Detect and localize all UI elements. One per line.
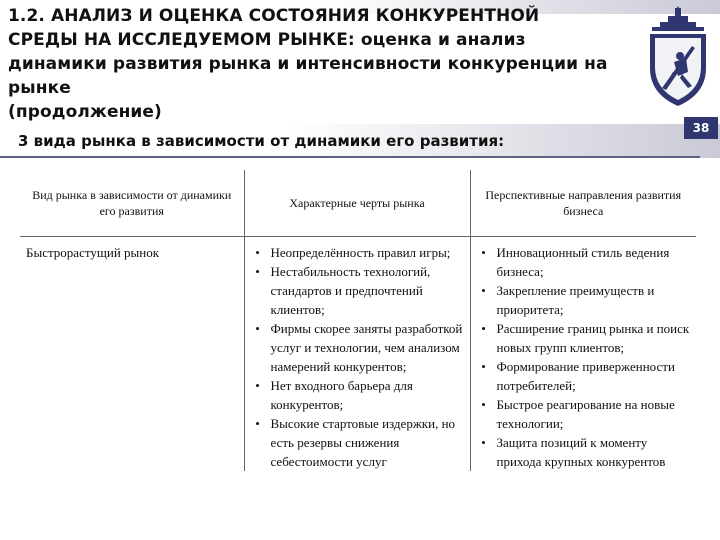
title-line-3: динамики развития рынка и интенсивности конкуренции на	[8, 54, 608, 74]
cell-directions	[470, 237, 696, 472]
subtitle: 3 вида рынка в зависимости от динамики его развития:	[18, 132, 505, 150]
university-emblem-icon	[642, 6, 714, 110]
page-title	[8, 4, 648, 124]
title-line-4: рынке	[8, 78, 71, 98]
list-item: • Закрепление преимуществ и приоритета;	[481, 283, 655, 317]
title-line-5: (продолжение)	[8, 102, 162, 122]
list-item: • Формирование приверженности потребителей;	[481, 359, 675, 393]
list-item: • Защита позиций к моменту прихода крупных конкурентов	[481, 435, 666, 469]
list-item: • Фирмы скорее заняты разработкой услуг и технологии, чем анализом намерений конкурентов;	[255, 321, 463, 374]
cell-market-type: Быстрорастущий рынок	[26, 245, 160, 260]
title-line-1: 1.2. АНАЛИЗ И ОЦЕНКА СОСТОЯНИЯ КОНКУРЕНТНОЙ	[8, 6, 540, 26]
directions-list	[477, 243, 691, 471]
page-number-badge: 38	[684, 117, 718, 139]
header-features: Характерные черты рынка	[244, 170, 470, 237]
title-line-2	[8, 28, 648, 52]
header-market-type: Вид рынка в зависимости от динамики его развития	[20, 170, 244, 237]
list-item: • Неопределённость правил игры;	[255, 245, 451, 260]
list-item: • Нет входного барьера для конкурентов;	[255, 378, 413, 412]
market-types-table	[20, 170, 696, 471]
list-item: • Быстрое реагирование на новые технологии;	[481, 397, 675, 431]
title-line-2-bold: СРЕДЫ НА ИССЛЕДУЕМОМ РЫНКЕ	[8, 30, 348, 50]
table-row	[20, 237, 696, 472]
features-list	[251, 243, 464, 471]
title-line-2-rest: : оценка и анализ	[347, 30, 526, 50]
list-item: • Инновационный стиль ведения бизнеса;	[481, 245, 670, 279]
list-item: • Высокие стартовые издержки, но есть резервы снижения себестоимости услуг	[255, 416, 456, 469]
list-item: • Расширение границ рынка и поиск новых групп клиентов;	[481, 321, 690, 355]
cell-features	[244, 237, 470, 472]
header-directions: Перспективные направления развития бизнеса	[470, 170, 696, 237]
list-item: • Нестабильность технологий, стандартов и предпочтений клиентов;	[255, 264, 431, 317]
table-header-row	[20, 170, 696, 237]
